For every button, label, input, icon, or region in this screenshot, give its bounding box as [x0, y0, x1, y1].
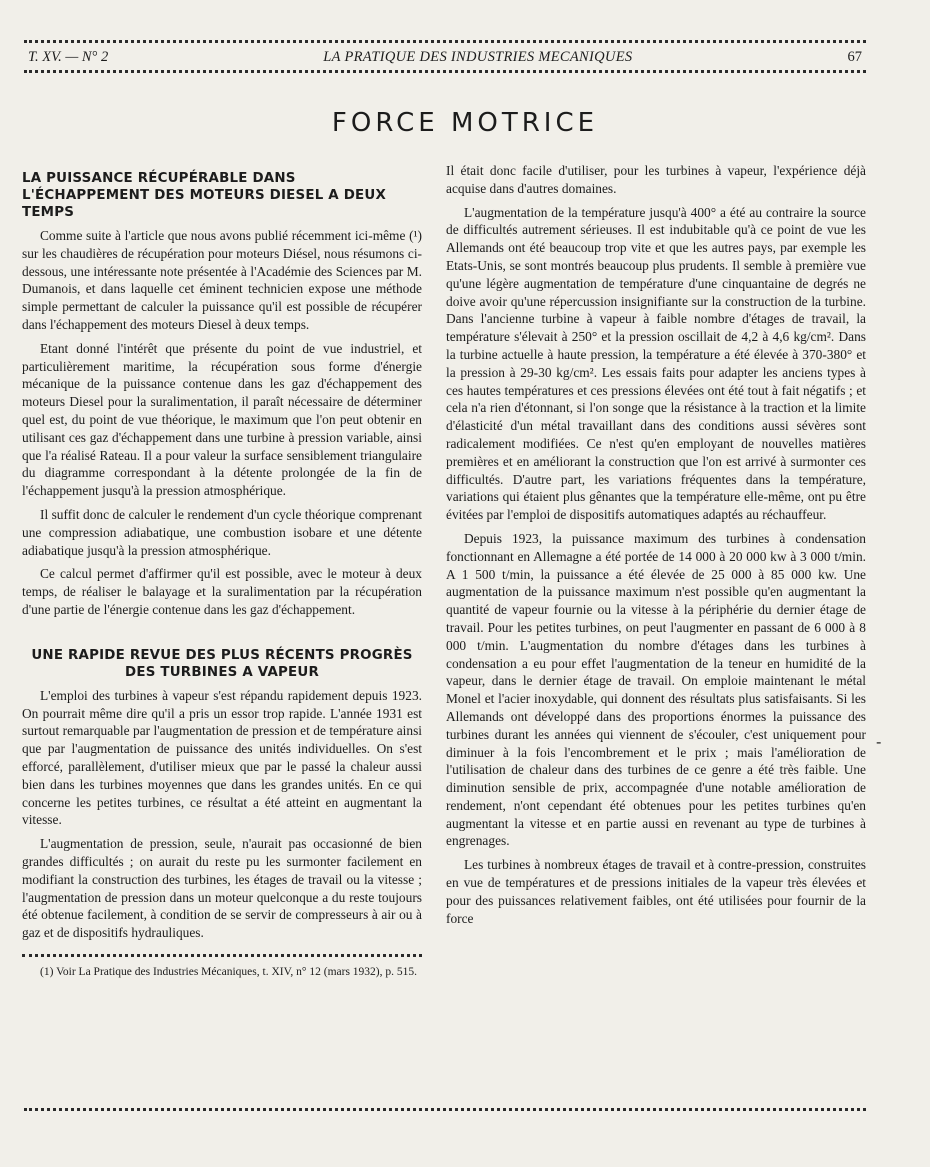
- left-column: [22, 162, 422, 985]
- article2-title: UNE RAPIDE REVUE DES PLUS RÉCENTS PROGRÈS DES TURBINES A VAPEUR: [31, 647, 413, 680]
- article1-paragraph: Etant donné l'intérêt que présente du point de vue industriel, et particulièrement maritime, la récupération sous forme d'énergie mécanique de la puissance contenue dans les gaz d'échappement des moteurs Diesel pour la suralimentation, il paraît nécessaire de déterminer quel est, du point de vue théorique, le maximum que l'on peut obtenir en utilisant ces gaz d'échappement dans une turbine à pression variable, ainsi que l'a réalisé Rateau. Il a pour valeur la surface sensiblement triangulaire du diagramme correspondant à la détente prolongée de la fin de l'échappement jusqu'à la pression atmosphérique.: [22, 340, 422, 499]
- page-number: 67: [847, 49, 862, 65]
- right-column: [446, 162, 866, 933]
- article1-paragraph: Comme suite à l'article que nous avons publié récemment ici-même (¹) sur les chaudières de récupération pour moteurs Diésel, nous résumons ci-dessous, une intéressante note présentée à l'Académie des Sciences par M. Dumanois, et dans laquelle cet éminent technicien expose une méthode simple permettant de calculer la puissance qu'il est possible de récupérer dans l'échappement des moteurs Diesel à deux temps.: [22, 228, 422, 332]
- header-row: [24, 43, 866, 70]
- article2-paragraph: Depuis 1923, la puissance maximum des turbines à condensation fonctionnant en Allemagne a été portée de 14 000 à 20 000 kw à 3 000 t/min. A 1 500 t/min, la puissance a été élevée de 25 000 à 85 000 kw. Une augmentation de la puissance maximum n'est possible qu'en augmentant la quantité de vapeur fournie ou la vitesse à la périphérie du dernier étage de travail. Pour les petites turbines, on peut l'augmenter en passant de 6 000 à 8 000 t/min. L'augmentation du nombre d'étages dans les turbines à condensation a eu pour effet l'augmentation de la teneur en humidité de la vapeur, dans le dernier étage de travail. On emploie maintenant le métal Monel et l'acier inoxydable, qui donnent des résultats plus satisfaisants. Si les Allemands ont développé dans des proportions énormes la puissance des turbines durant les années qui viennent de s'écouler, c'est uniquement pour diminuer à la fois l'encombrement et le prix ; mais l'amélioration de l'utilisation de chaleur dans des turbines de ce genre a été très faible. Une diminution sensible de prix, accompagnée d'une notable amélioration de rendement, n'ont cependant été obtenues pour les petites turbines qu'en augmentant la vitesse et en partie aussi en revenant au type de turbines à engrenages.: [446, 530, 866, 849]
- article1-title: LA PUISSANCE RÉCUPÉRABLE DANS L'ÉCHAPPEMENT DES MOTEURS DIESEL A DEUX TEMPS: [22, 171, 386, 220]
- footnote-rule: [22, 954, 422, 957]
- article2-paragraph: L'augmentation de pression, seule, n'aurait pas occasionné de bien grandes difficultés ; on aurait du reste pu les surmonter facilement en modifiant la construction des turbines, les étages de travail ou la vitesse ; l'augmentation de pression dans un moteur quelconque a du reste toujours été obtenue facilement, à condition de se servir de compresseurs à air ou à gaz et de dispositifs hydrauliques.: [22, 836, 422, 941]
- article1-paragraph: Ce calcul permet d'affirmer qu'il est possible, avec le moteur à deux temps, de réaliser le balayage et la suralimentation par la récupération d'une partie de l'énergie contenue dans les gaz d'échappement.: [22, 566, 422, 617]
- running-header: [24, 40, 866, 73]
- footnote: (1) Voir La Pratique des Industries Mécaniques, t. XIV, n° 12 (mars 1932), p. 515.: [40, 965, 418, 978]
- article2-paragraph: Il était donc facile d'utiliser, pour les turbines à vapeur, l'expérience déjà acquise dans d'autres domaines.: [446, 163, 866, 196]
- volume-number: T. XV. — N° 2: [28, 49, 109, 65]
- journal-title: LA PRATIQUE DES INDUSTRIES MECANIQUES: [323, 49, 633, 65]
- margin-mark: -: [876, 732, 882, 751]
- article2-paragraph: L'emploi des turbines à vapeur s'est répandu rapidement depuis 1923. On pourrait même dire qu'il a pris un essor trop rapide. L'année 1931 est surtout remarquable par l'augmentation de pression et de température ainsi que par l'augmentation de puissance des unités individuelles. On s'est efforcé, parallèlement, d'utiliser mieux que par le passé la chaleur aussi bien dans les turbines moyennes que dans les grandes unités. En ce qui concerne les petites turbines, ce résultat a été atteint en augmentant la vitesse.: [22, 687, 422, 828]
- header-bottom-rule: [24, 70, 866, 73]
- section-title: FORCE MOTRICE: [331, 108, 599, 138]
- article2-paragraph: L'augmentation de la température jusqu'à 400° a été au contraire la source de difficultés autrement sérieuses. Il est indubitable qu'à ce point de vue les Allemands ont été beaucoup trop vite et que les autres pays, par exemple les Etats-Unis, se sont montrés beaucoup plus prudents. Il semble à première vue qu'une légère augmentation de température d'une cinquantaine de degrés ne doive avoir qu'une répercussion insignifiante sur la construction de la turbine. Dans l'ancienne turbine à vapeur à faible nombre d'étages de travail, la température s'élevait à 250° et la pression oscillait de 4,2 à 4,6 kg/cm². Dans la turbine actuelle à haute pression, la température a été élevée à 370-380° et la pression à 29-30 kg/cm². Les essais faits pour adapter les anciens types à ces hautes températures et ces pressions élevées ont été tout à fait négatifs ; et cela n'a rien d'étonnant, si l'on songe que la résistance à la traction et la limite d'élasticité d'un métal travaillant dans des conditions aussi sévères sont radicalement modifiées. Ce n'est qu'en employant de nouvelles matières premières et en améliorant la construction que l'on est arrivé à surmonter ces difficultés. D'autre part, les variations fréquentes dans la température, variations qui étaient plus gênantes que la température elle-même, ont pu être évitées par l'emploi de dispositifs automatiques adaptés au réchauffeur.: [446, 204, 866, 523]
- spacer: [22, 625, 422, 639]
- article2-paragraph: Les turbines à nombreux étages de travail et à contre-pression, construites en vue de températures et de pressions initiales de la vapeur très élevées et pour des puissances relativement faibles, ont été utilisées pour fournir de la force: [446, 857, 866, 926]
- footer-rule: [24, 1108, 866, 1111]
- article1-paragraph: Il suffit donc de calculer le rendement d'un cycle théorique comprenant une compression adiabatique, une combustion isobare et une détente adiabatique jusqu'à la pression atmosphérique.: [22, 506, 422, 558]
